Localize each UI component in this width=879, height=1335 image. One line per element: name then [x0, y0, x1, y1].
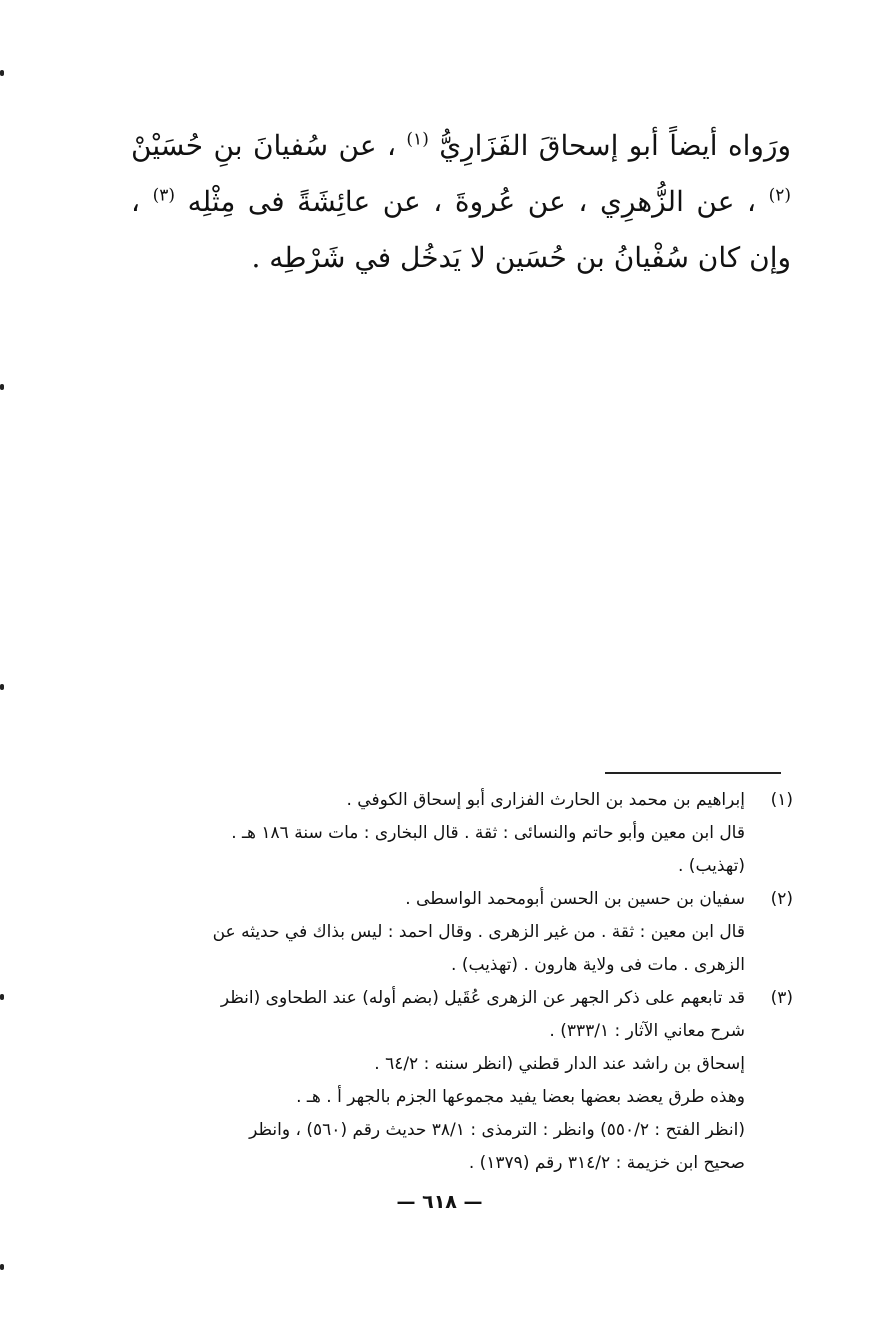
- footnote-line: إسحاق بن راشد عند الدار قطني (انظر سننه : ٦٤/٢ .: [374, 1054, 745, 1074]
- footnote-1: [128, 784, 793, 883]
- footnote-line: قد تابعهم على ذكر الجهر عن الزهرى عُقَيل (بضم أوله) عند الطحاوى (انظر: [220, 988, 745, 1008]
- scan-margin-mark: [0, 684, 4, 690]
- scan-margin-mark: [0, 994, 4, 1000]
- footnote-number: (٢): [770, 889, 793, 909]
- main-paragraph: [131, 118, 791, 286]
- footnote-line: شرح معاني الآثار : ٣٣٣/١) .: [549, 1021, 745, 1041]
- main-text-part: ، عن الزُّهرِي ، عن عُروةَ ، عن عائِشَةً فى مِثْلِه: [187, 185, 757, 218]
- footnote-body: [128, 883, 745, 982]
- scan-margin-mark: [0, 70, 4, 76]
- footnote-line: قال ابن معين وأبو حاتم والنسائى : ثقة . قال البخارى : مات سنة ١٨٦ هـ .: [231, 823, 745, 843]
- footnote-line: صحيح ابن خزيمة : ٣١٤/٢ رقم (١٣٧٩) .: [468, 1153, 745, 1173]
- footnote-line: الزهرى . مات فى ولاية هارون . (تهذيب) .: [451, 955, 745, 975]
- footnote-line: قال ابن معين : ثقة . من غير الزهرى . وقال احمد : ليس بذاك في حديثه عن: [212, 922, 745, 942]
- footnote-number: (١): [770, 790, 793, 810]
- footnote-body: [128, 784, 745, 883]
- footnotes-section: [128, 784, 793, 1180]
- footnote-ref-1[interactable]: (١): [406, 129, 429, 150]
- scan-margin-mark: [0, 1264, 4, 1270]
- footnote-line: وهذه طرق يعضد بعضها بعضا يفيد مجموعها الجزم بالجهر أ . هـ .: [296, 1087, 745, 1107]
- footnote-body: [128, 982, 745, 1180]
- main-text-part: ، عن سُفيانَ بنِ حُسَيْنْ: [131, 129, 396, 162]
- footnote-line: (تهذيب) .: [678, 856, 745, 876]
- footnote-2: [128, 883, 793, 982]
- scan-margin-mark: [0, 384, 4, 390]
- footnote-line: سفيان بن حسين بن الحسن أبومحمد الواسطى .: [405, 889, 745, 909]
- main-text-part: ورَواه أيضاً أبو إسحاقَ الفَزَارِيُّ: [439, 129, 791, 162]
- page-number: — ٦١٨ —: [396, 1191, 483, 1213]
- footnote-number: (٣): [770, 988, 793, 1008]
- footnote-ref-3[interactable]: (٣): [152, 185, 176, 206]
- main-text-part: ، وإن كان سُفْيانُ بن حُسَين لا يَدخُل في شَرْطِه .: [131, 185, 791, 274]
- footnote-separator: [605, 772, 781, 774]
- footnote-ref-2[interactable]: (٢): [768, 185, 792, 206]
- footnote-line: إبراهيم بن محمد بن الحارث الفزارى أبو إسحاق الكوفي .: [346, 790, 745, 810]
- footnote-3: [128, 982, 793, 1180]
- footnote-line: (انظر الفتح : ٥٥٠/٢) وانظر : الترمذى : ٣٨/١ حديث رقم (٥٦٠) ، وانظر: [249, 1120, 745, 1140]
